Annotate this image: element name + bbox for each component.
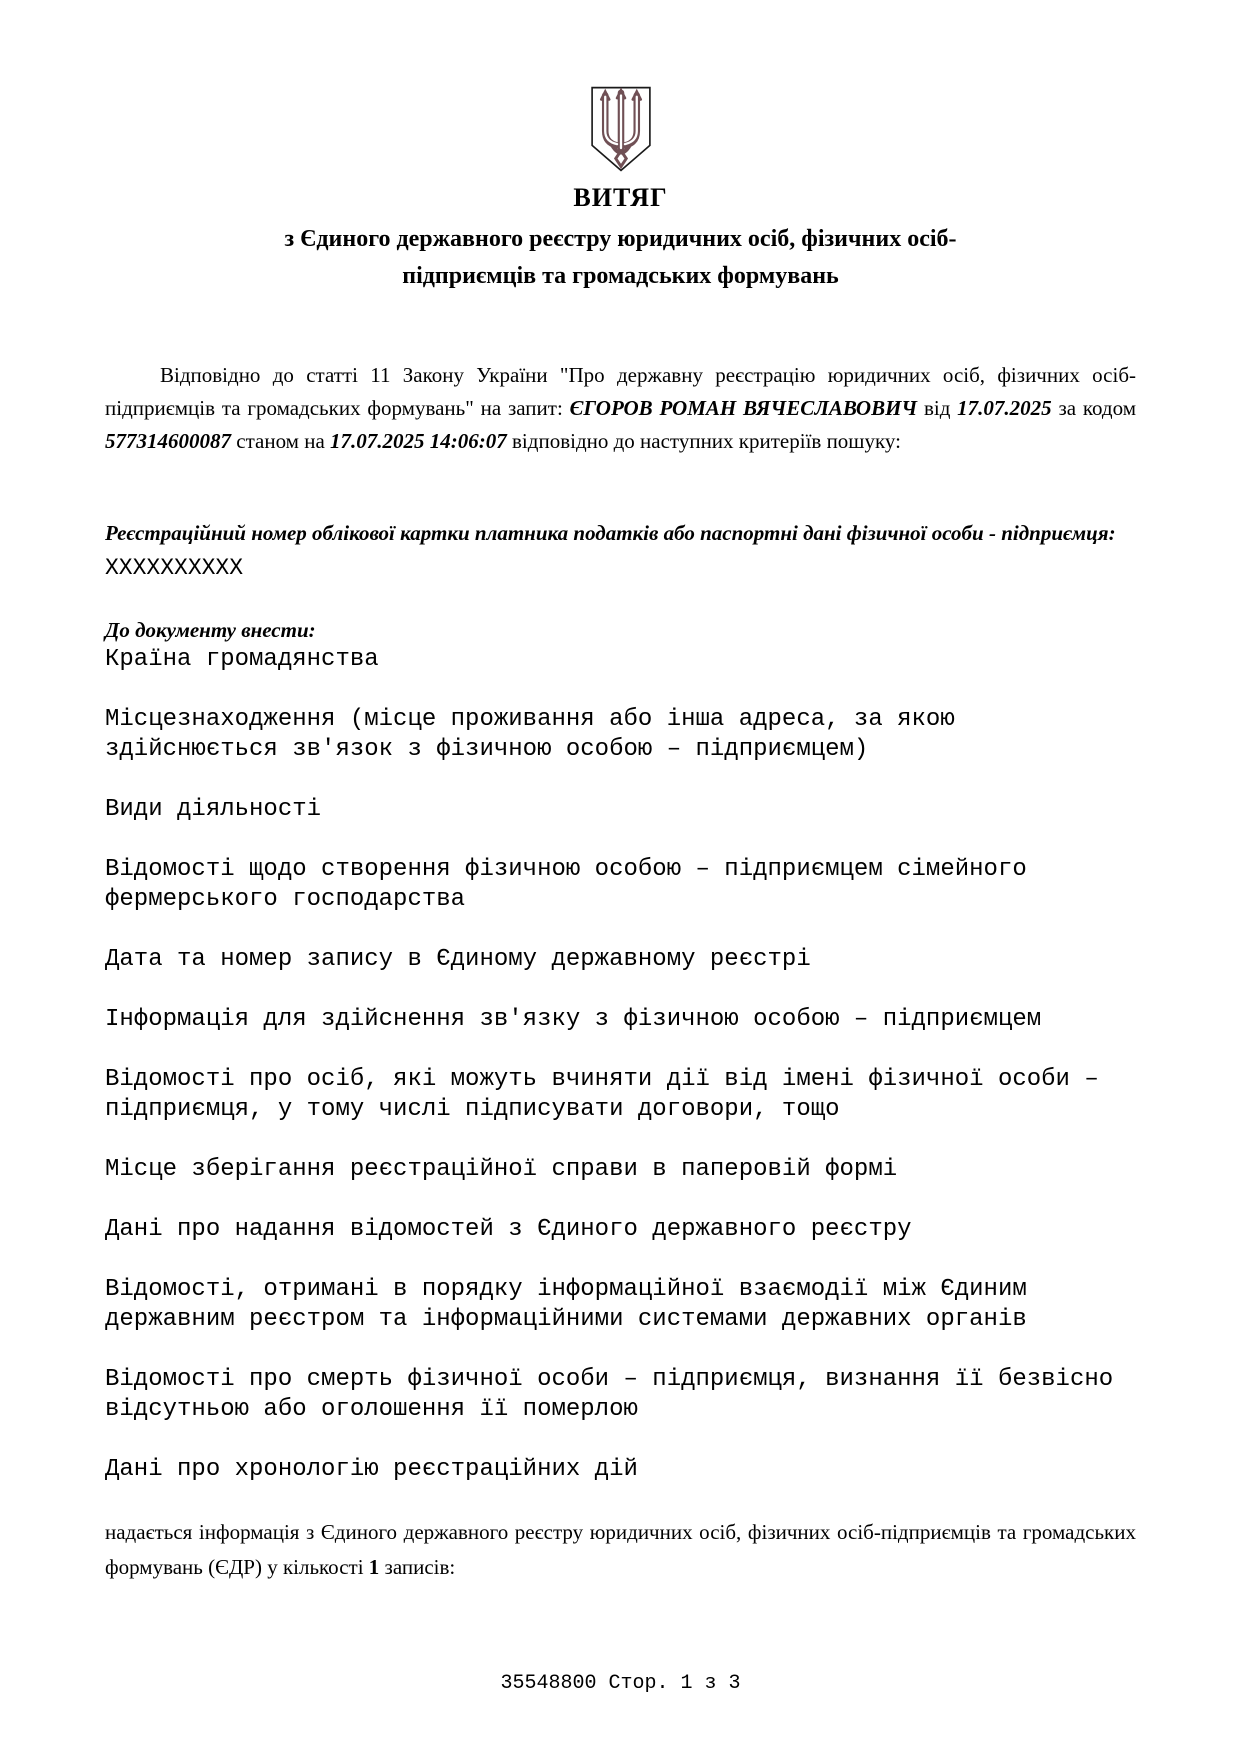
record-count: 1 <box>368 1555 380 1579</box>
document-title: ВИТЯГ <box>573 183 668 212</box>
criteria-label: Реєстраційний номер облікової картки платника податків або паспортні дані фізичної особи - підприємця: <box>105 521 1116 545</box>
as-of-datetime: 17.07.2025 14:06:07 <box>330 429 507 453</box>
register-field-item: Види діяльності <box>105 796 322 823</box>
page-footer: 35548800 Стор. 1 з 3 <box>500 1672 741 1695</box>
intro-text-5: відповідно до наступних критеріїв пошуку: <box>506 429 901 453</box>
requester-name: ЄГОРОВ РОМАН ВЯЧЕСЛАВОВИЧ <box>569 396 918 420</box>
intro-paragraph <box>105 359 1136 458</box>
ukraine-trident-icon <box>588 85 654 173</box>
register-field-item: Дані про надання відомостей з Єдиного державного реєстру <box>105 1216 912 1243</box>
register-field-item: Відомості, отримані в порядку інформаційної взаємодії між Єдиним державним реєстром та інформаційними системами державних органів <box>105 1276 1027 1333</box>
include-section-heading: До документу внести: <box>105 618 316 642</box>
register-field-item: Відомості щодо створення фізичною особою – підприємцем сімейного фермерського господарства <box>105 856 1027 913</box>
request-code: 577314600087 <box>105 429 231 453</box>
criteria-value: ХХХХХХХХХХ <box>105 555 244 581</box>
register-field-item: Місце зберігання реєстраційної справи в паперовій формі <box>105 1156 898 1183</box>
subtitle-line-2: підприємців та громадських формувань <box>402 263 839 289</box>
document-subtitle <box>105 221 1136 295</box>
subtitle-line-1: з Єдиного державного реєстру юридичних осіб, фізичних осіб- <box>284 226 957 252</box>
register-field-item: Відомості про смерть фізичної особи – підприємця, визнання її безвісно відсутньою або оголошення її померлою <box>105 1366 1114 1423</box>
result-text-2: записів: <box>379 1555 456 1579</box>
result-text-1: надається інформація з Єдиного державного реєстру юридичних осіб, фізичних осіб-підприємців та громадських формувань (ЄДР) у кількості <box>105 1520 1136 1579</box>
register-field-item: Дані про хронологію реєстраційних дій <box>105 1456 638 1483</box>
register-field-item: Відомості про осіб, які можуть вчиняти дії від імені фізичної особи – підприємця, у тому числі підписувати договори, тощо <box>105 1066 1099 1123</box>
register-field-item: Дата та номер запису в Єдиному державному реєстрі <box>105 946 811 973</box>
register-fields-list <box>105 645 1136 1485</box>
intro-text-4: станом на <box>231 429 331 453</box>
result-note-paragraph <box>105 1515 1136 1585</box>
register-field-item: Країна громадянства <box>105 646 379 673</box>
register-field-item: Інформація для здійснення зв'язку з фізичною особою – підприємцем <box>105 1006 1042 1033</box>
search-criteria-paragraph <box>105 516 1136 585</box>
register-field-item: Місцезнаходження (місце проживання або інша адреса, за якою здійснюється зв'язок з фізичною особою – підприємцем) <box>105 706 955 763</box>
intro-text-1: Відповідно до статті 11 Закону України "Про державну реєстрацію юридичних осіб, фізичних осіб-підприємців та громадських формувань" на запит: <box>105 363 1136 420</box>
intro-text-3: за кодом <box>1051 396 1136 420</box>
intro-text-2: від <box>917 396 958 420</box>
request-date: 17.07.2025 <box>957 396 1052 420</box>
